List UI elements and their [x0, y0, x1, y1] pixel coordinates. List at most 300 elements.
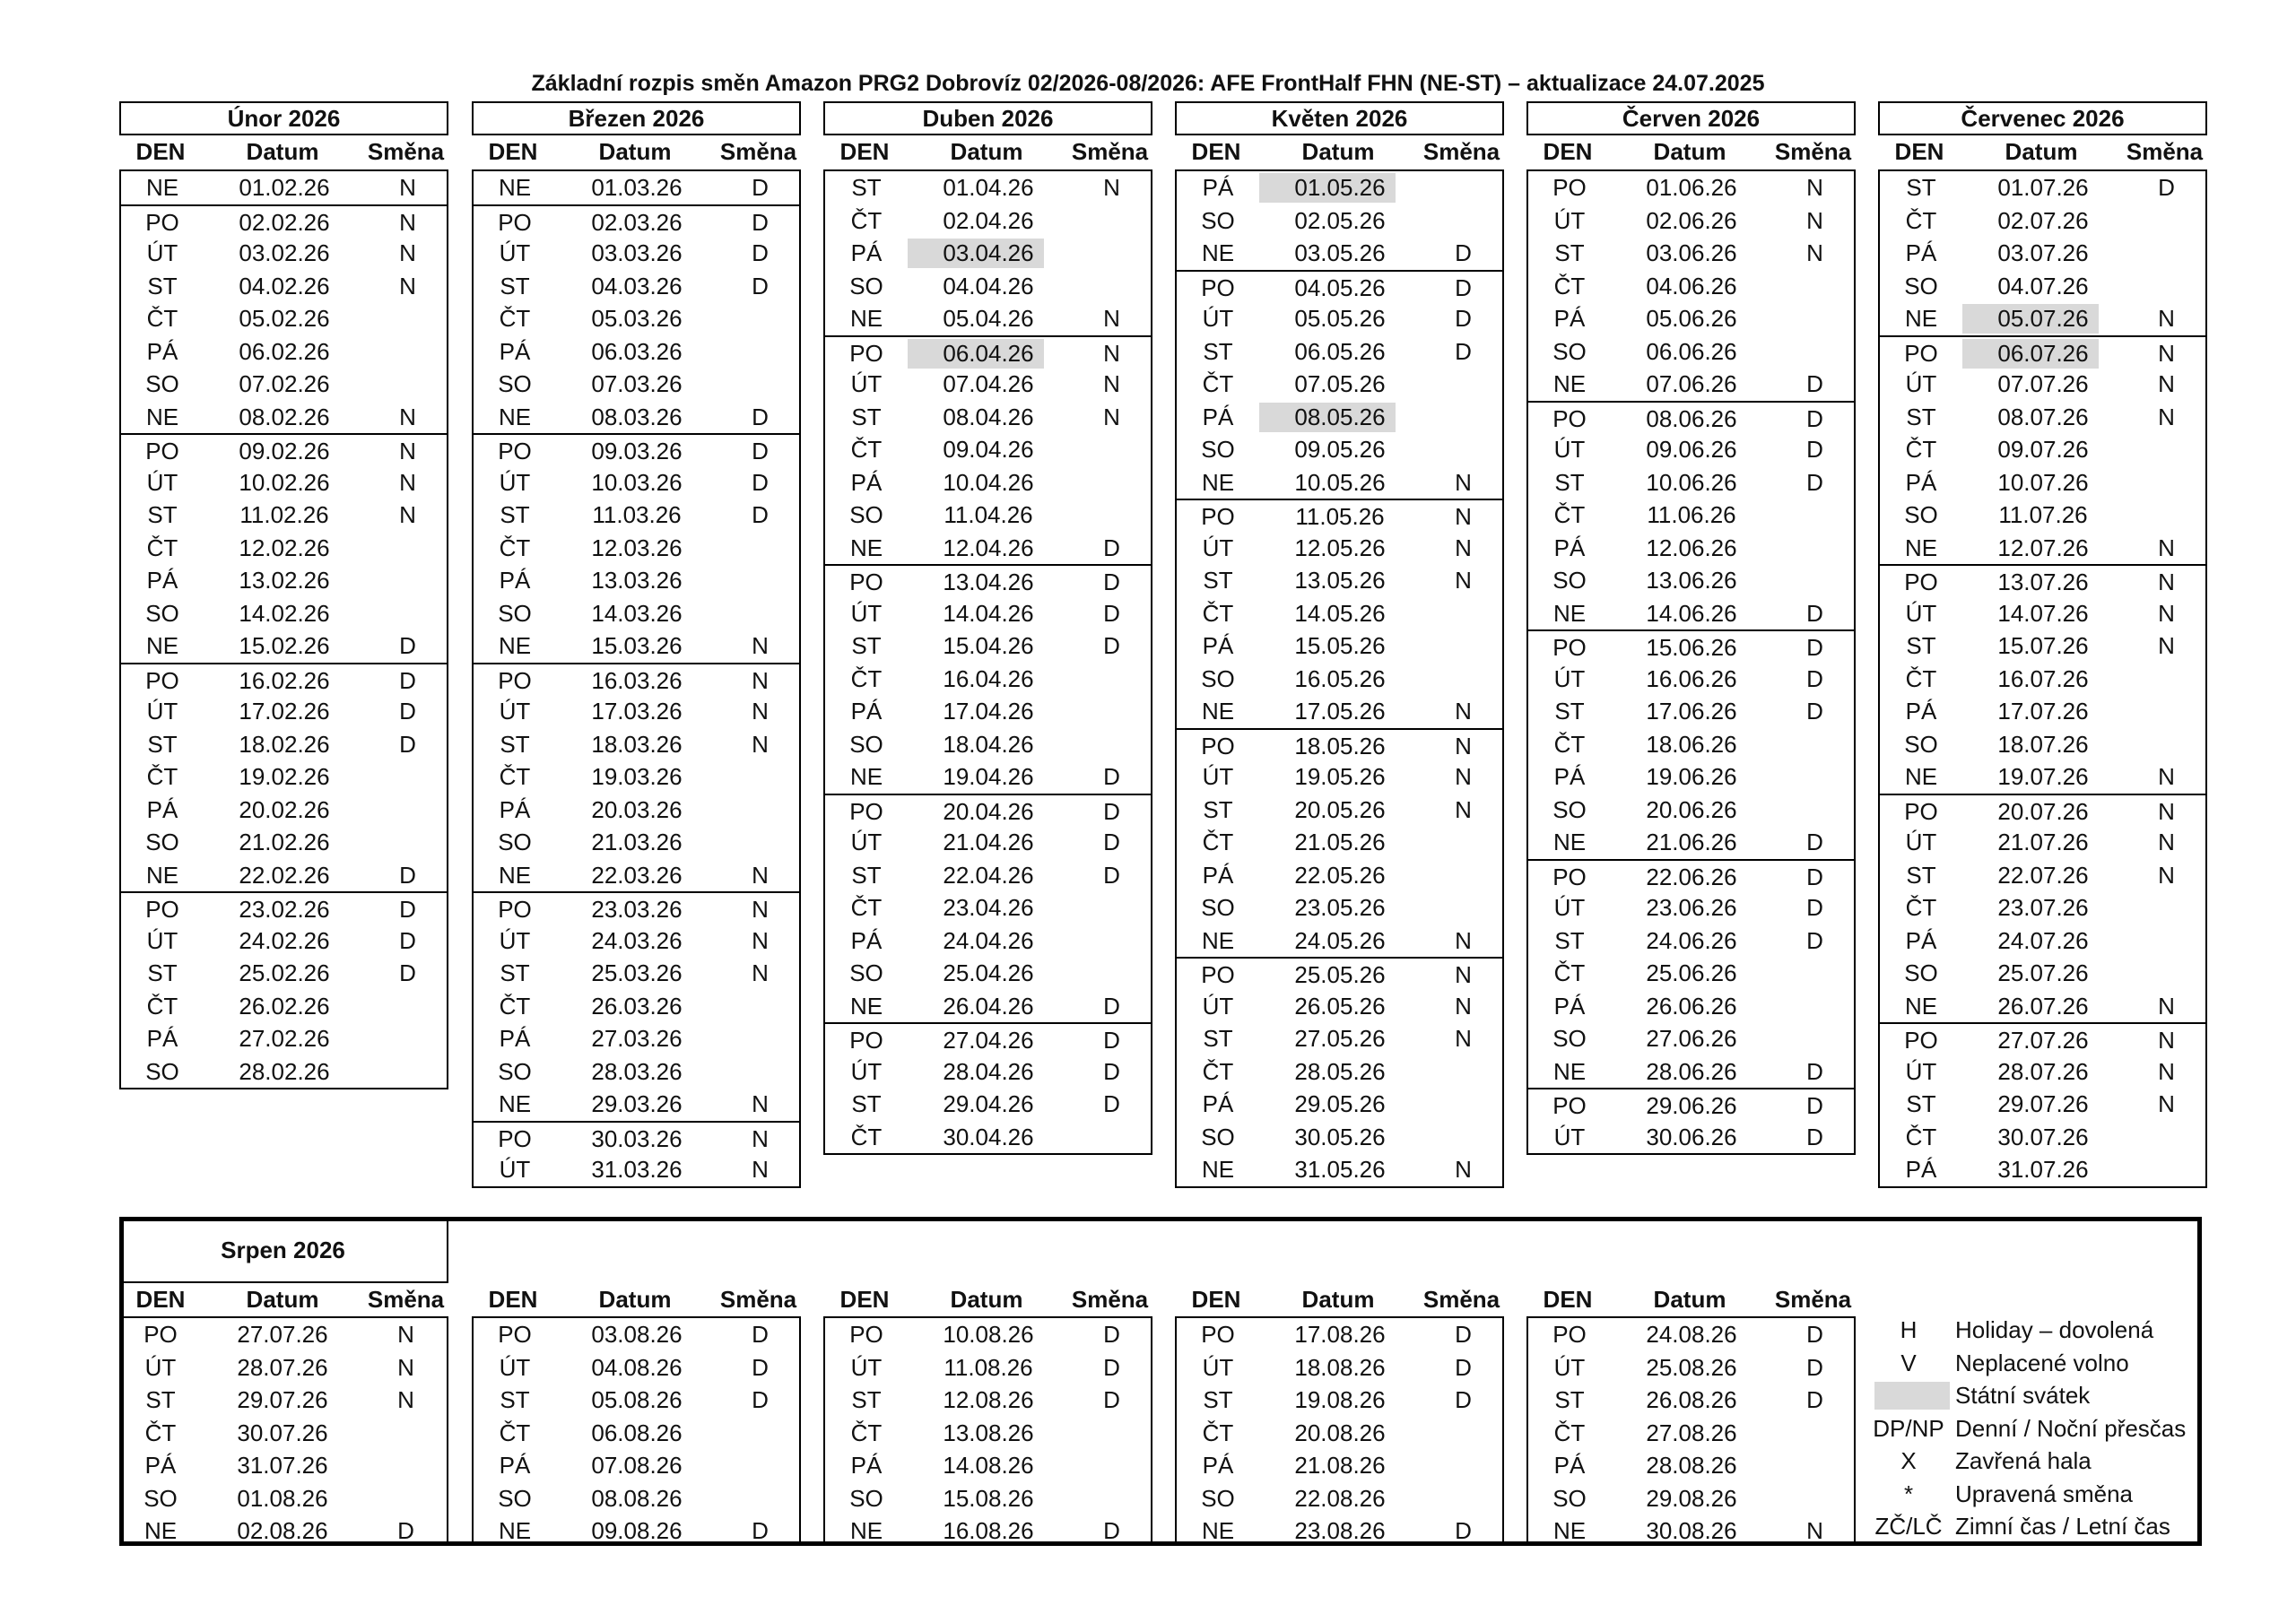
- date-cell: 27.07.26: [1997, 1027, 2089, 1054]
- month-body: [1878, 169, 2207, 1188]
- table-row: [1528, 629, 1854, 663]
- day-cell: ST: [1906, 861, 1936, 889]
- shift-cell: D: [1806, 1321, 1823, 1348]
- date-cell: 22.02.26: [239, 861, 330, 889]
- table-row: [1177, 368, 1502, 401]
- table-row: [121, 466, 447, 499]
- date-cell: 30.05.26: [1294, 1123, 1386, 1150]
- table-row: [825, 564, 1151, 597]
- day-cell: PÁ: [146, 337, 178, 365]
- date-cell: 16.05.26: [1294, 664, 1386, 692]
- day-cell: PO: [1552, 174, 1587, 201]
- table-row: [1880, 663, 2205, 696]
- column-header: [472, 135, 801, 169]
- shift-cell: D: [1806, 436, 1823, 463]
- date-cell: 20.08.26: [1294, 1419, 1386, 1446]
- shift-cell: N: [1455, 795, 1472, 823]
- legend-item: [1866, 1412, 2197, 1445]
- header-smena: Směna: [719, 1286, 797, 1313]
- table-row: [1177, 1384, 1502, 1417]
- column-header: [823, 1283, 1152, 1316]
- date-cell: 01.02.26: [239, 174, 330, 201]
- shift-cell: N: [399, 403, 416, 430]
- table-row: [1177, 1482, 1502, 1515]
- date-cell: 07.04.26: [943, 370, 1034, 397]
- shift-cell: N: [1455, 1025, 1472, 1052]
- table-row: [1528, 532, 1854, 565]
- day-cell: PO: [145, 438, 179, 464]
- date-cell: 21.03.26: [591, 829, 683, 855]
- table-row: [119, 1417, 447, 1450]
- table-row: [1880, 695, 2205, 728]
- shift-cell: N: [1455, 926, 1472, 954]
- day-cell: ÚT: [850, 370, 883, 397]
- day-cell: ČT: [1202, 599, 1234, 627]
- table-row: [1177, 564, 1502, 597]
- column-header: [119, 1283, 448, 1316]
- header-datum: Datum: [246, 1286, 319, 1313]
- day-cell: PÁ: [850, 468, 883, 496]
- date-cell: 06.02.26: [239, 337, 330, 365]
- day-cell: PO: [1201, 503, 1235, 530]
- table-row: [825, 237, 1151, 270]
- table-row: [474, 1022, 799, 1055]
- date-cell: 13.04.26: [943, 568, 1034, 595]
- table-row: [825, 891, 1151, 924]
- day-cell: ČT: [1905, 894, 1937, 921]
- header-smena: Směna: [1422, 138, 1500, 165]
- day-cell: NE: [849, 534, 883, 561]
- date-cell: 06.08.26: [591, 1419, 683, 1446]
- table-row: [1528, 1351, 1854, 1384]
- shift-cell: N: [1455, 732, 1472, 759]
- day-cell: PÁ: [499, 1025, 531, 1052]
- shift-cell: N: [399, 438, 416, 464]
- day-cell: SO: [1201, 206, 1235, 234]
- table-row: [474, 663, 799, 696]
- table-row: [474, 957, 799, 990]
- shift-cell: D: [1455, 1386, 1472, 1413]
- table-row: [474, 1482, 799, 1515]
- date-cell: 04.05.26: [1294, 273, 1386, 301]
- table-row: [474, 466, 799, 499]
- table-row: [474, 859, 799, 892]
- date-cell: 25.05.26: [1294, 961, 1386, 988]
- shift-cell: D: [1103, 829, 1120, 855]
- month-title: Březen 2026: [472, 101, 801, 135]
- day-cell: PÁ: [1202, 403, 1234, 430]
- date-cell: 27.02.26: [239, 1025, 330, 1052]
- day-cell: ČT: [1905, 1123, 1937, 1150]
- table-row: [474, 237, 799, 270]
- table-row: [1528, 1022, 1854, 1055]
- date-cell: 02.02.26: [239, 208, 330, 236]
- table-row: [1880, 728, 2205, 761]
- day-cell: ST: [1203, 567, 1233, 594]
- shift-cell: N: [2158, 1057, 2175, 1085]
- table-row: [825, 859, 1151, 892]
- day-cell: PO: [1201, 961, 1235, 988]
- legend-item: [1866, 1445, 2197, 1478]
- day-cell: ST: [145, 1386, 176, 1413]
- day-cell: ST: [500, 272, 530, 299]
- day-cell: NE: [1904, 305, 1938, 332]
- table-row: [474, 499, 799, 532]
- date-cell: 29.07.26: [1997, 1090, 2089, 1117]
- table-row: [825, 1351, 1151, 1384]
- date-cell: 28.04.26: [943, 1057, 1034, 1085]
- table-row: [1177, 957, 1502, 990]
- table-row: [474, 1088, 799, 1121]
- shift-cell: N: [2158, 403, 2175, 430]
- day-cell: PÁ: [1905, 698, 1937, 725]
- august-week-body: [472, 1316, 801, 1543]
- day-cell: PÁ: [499, 567, 531, 594]
- shift-cell: N: [2158, 568, 2175, 595]
- table-row: [1528, 695, 1854, 728]
- day-cell: ST: [147, 959, 178, 986]
- day-cell: ÚT: [1202, 992, 1234, 1020]
- column-header: [1878, 135, 2207, 169]
- table-row: [1880, 859, 2205, 892]
- day-cell: PÁ: [850, 239, 883, 266]
- day-cell: SO: [849, 730, 883, 758]
- date-cell: 16.07.26: [1997, 664, 2089, 692]
- day-cell: ČT: [146, 992, 178, 1020]
- date-cell: 26.07.26: [1997, 992, 2089, 1020]
- date-cell: 04.07.26: [1997, 272, 2089, 299]
- legend-code: DP/NP: [1873, 1414, 1944, 1442]
- shift-cell: D: [1806, 370, 1823, 397]
- day-cell: ČT: [850, 664, 883, 692]
- day-cell: ÚT: [1202, 534, 1234, 561]
- day-cell: ČT: [499, 763, 531, 790]
- legend-item: [1866, 1478, 2197, 1511]
- table-row: [1177, 1318, 1502, 1351]
- day-cell: SO: [1201, 1123, 1235, 1150]
- day-cell: ČT: [1553, 959, 1586, 986]
- day-cell: ÚT: [1553, 436, 1586, 463]
- day-cell: ČT: [499, 992, 531, 1020]
- day-cell: SO: [849, 272, 883, 299]
- day-cell: PO: [1904, 568, 1938, 595]
- date-cell: 19.06.26: [1646, 763, 1737, 790]
- table-row: [825, 1022, 1151, 1055]
- table-row: [1528, 728, 1854, 761]
- day-cell: ÚT: [1905, 829, 1937, 855]
- table-row: [825, 401, 1151, 434]
- date-cell: 08.02.26: [239, 403, 330, 430]
- day-cell: ČT: [1202, 829, 1234, 855]
- table-row: [1177, 1449, 1502, 1482]
- day-cell: NE: [498, 174, 532, 201]
- table-row: [1528, 924, 1854, 958]
- shift-cell: N: [1455, 534, 1472, 561]
- date-cell: 23.05.26: [1294, 894, 1386, 921]
- date-cell: 04.06.26: [1646, 272, 1737, 299]
- table-row: [825, 171, 1151, 204]
- shift-cell: N: [752, 926, 769, 954]
- day-cell: ČT: [499, 534, 531, 561]
- table-row: [474, 1384, 799, 1417]
- shift-cell: D: [752, 1353, 769, 1381]
- date-cell: 11.03.26: [592, 501, 682, 528]
- month-title-august: Srpen 2026: [119, 1217, 448, 1283]
- date-cell: 06.05.26: [1294, 337, 1386, 365]
- date-cell: 08.07.26: [1997, 403, 2089, 430]
- shift-cell: D: [1806, 1353, 1823, 1381]
- day-cell: SO: [1904, 959, 1938, 986]
- column-header: [823, 135, 1152, 169]
- day-cell: SO: [498, 829, 532, 855]
- day-cell: SO: [1552, 795, 1587, 823]
- day-cell: PÁ: [1553, 534, 1586, 561]
- table-row: [474, 760, 799, 794]
- table-row: [474, 368, 799, 401]
- table-row: [1880, 171, 2205, 204]
- day-cell: ST: [147, 501, 178, 528]
- table-row: [1880, 401, 2205, 434]
- shift-cell: D: [1103, 1090, 1120, 1117]
- shift-cell: N: [1455, 961, 1472, 988]
- shift-cell: D: [399, 666, 416, 694]
- day-cell: NE: [849, 1517, 883, 1544]
- table-row: [121, 826, 447, 859]
- date-cell: 01.06.26: [1646, 174, 1737, 201]
- table-row: [119, 1318, 447, 1351]
- date-cell: 08.04.26: [943, 403, 1034, 430]
- day-cell: ÚT: [499, 1156, 531, 1183]
- day-cell: ÚT: [499, 698, 531, 725]
- date-cell: 14.03.26: [591, 599, 683, 627]
- table-row: [474, 826, 799, 859]
- table-row: [1528, 401, 1854, 434]
- header-datum: Datum: [1653, 1286, 1726, 1313]
- date-cell: 17.02.26: [239, 698, 330, 725]
- shift-cell: D: [1103, 534, 1120, 561]
- day-cell: ČT: [1202, 1057, 1234, 1085]
- day-cell: PÁ: [1905, 926, 1937, 954]
- table-row: [1177, 302, 1502, 335]
- shift-cell: D: [1455, 337, 1472, 365]
- table-row: [121, 302, 447, 335]
- date-cell: 27.04.26: [943, 1027, 1034, 1054]
- table-row: [1880, 794, 2205, 827]
- shift-cell: D: [399, 632, 416, 659]
- day-cell: ÚT: [1905, 370, 1937, 397]
- table-row: [121, 990, 447, 1023]
- date-cell: 20.06.26: [1646, 795, 1737, 823]
- table-row: [825, 499, 1151, 532]
- day-cell: ST: [851, 861, 882, 889]
- shift-cell: N: [752, 1156, 769, 1183]
- table-row: [825, 728, 1151, 761]
- day-cell: SO: [145, 829, 179, 855]
- day-cell: NE: [498, 403, 532, 430]
- shift-cell: D: [1806, 1386, 1823, 1413]
- date-cell: 07.06.26: [1646, 370, 1737, 397]
- shift-cell: N: [397, 1321, 414, 1348]
- day-cell: SO: [1201, 894, 1235, 921]
- date-cell: 21.02.26: [239, 829, 330, 855]
- table-row: [119, 1384, 447, 1417]
- legend-text: Holiday – dovolená: [1955, 1316, 2154, 1343]
- day-cell: PO: [1904, 339, 1938, 367]
- table-row: [119, 1515, 447, 1548]
- day-cell: PÁ: [1202, 1090, 1234, 1117]
- table-row: [1177, 728, 1502, 761]
- header-datum: Datum: [598, 138, 672, 165]
- date-cell: 17.03.26: [591, 698, 683, 725]
- table-row: [119, 1449, 447, 1482]
- day-cell: PO: [849, 1027, 883, 1054]
- column-header: [119, 135, 448, 169]
- day-cell: PO: [498, 666, 532, 694]
- date-cell: 09.04.26: [943, 436, 1034, 463]
- day-cell: PO: [1201, 273, 1235, 301]
- table-row: [474, 270, 799, 303]
- month-body: [472, 169, 801, 1188]
- date-cell: 25.07.26: [1997, 959, 2089, 986]
- shift-cell: N: [1103, 339, 1120, 367]
- table-row: [825, 368, 1151, 401]
- day-cell: SO: [1552, 1484, 1587, 1512]
- date-cell: 24.04.26: [943, 926, 1034, 954]
- table-row: [474, 794, 799, 827]
- page-title: Základní rozpis směn Amazon PRG2 Dobrovíz 02/2026-08/2026: AFE FrontHalf FHN (NE-ST) – aktualizace 24.07.2025: [531, 71, 1765, 96]
- day-cell: SO: [1904, 272, 1938, 299]
- date-cell: 18.07.26: [1997, 730, 2089, 758]
- table-row: [825, 302, 1151, 335]
- date-cell: 12.03.26: [591, 534, 683, 561]
- header-datum: Datum: [950, 1286, 1023, 1313]
- table-row: [1880, 270, 2205, 303]
- date-cell: 14.07.26: [1997, 599, 2089, 627]
- day-cell: SO: [498, 370, 532, 397]
- table-row: [825, 663, 1151, 696]
- shift-cell: N: [1455, 1156, 1472, 1183]
- legend-code: ZČ/LČ: [1874, 1513, 1943, 1540]
- table-row: [474, 171, 799, 204]
- shift-cell: D: [1455, 273, 1472, 301]
- table-row: [474, 204, 799, 238]
- table-row: [1177, 532, 1502, 565]
- day-cell: ST: [851, 632, 882, 659]
- legend-item: [1866, 1510, 2197, 1543]
- header-smena: Směna: [719, 138, 797, 165]
- day-cell: SO: [849, 1484, 883, 1512]
- day-cell: PÁ: [1202, 632, 1234, 659]
- day-cell: ČT: [1905, 206, 1937, 234]
- shift-cell: N: [399, 239, 416, 266]
- date-cell: 03.02.26: [239, 239, 330, 266]
- table-row: [474, 335, 799, 369]
- shift-cell: D: [1103, 1321, 1120, 1348]
- date-cell: 14.06.26: [1646, 599, 1737, 627]
- date-cell: 27.05.26: [1294, 1025, 1386, 1052]
- date-cell: 22.06.26: [1646, 863, 1737, 890]
- date-cell: 15.06.26: [1646, 634, 1737, 661]
- table-row: [825, 957, 1151, 990]
- date-cell: 05.02.26: [239, 305, 330, 332]
- shift-cell: D: [1103, 1386, 1120, 1413]
- table-row: [474, 433, 799, 466]
- table-row: [1177, 859, 1502, 892]
- day-cell: PÁ: [146, 1025, 178, 1052]
- date-cell: 25.03.26: [591, 959, 683, 986]
- shift-cell: D: [1103, 1517, 1120, 1544]
- date-cell: 09.07.26: [1997, 436, 2089, 463]
- shift-cell: N: [399, 501, 416, 528]
- date-cell: 18.06.26: [1646, 730, 1737, 758]
- table-row: [1880, 499, 2205, 532]
- date-cell: 04.02.26: [239, 272, 330, 299]
- day-cell: ČT: [850, 1123, 883, 1150]
- shift-cell: N: [752, 896, 769, 923]
- table-row: [825, 204, 1151, 238]
- date-cell: 20.03.26: [591, 795, 683, 823]
- table-row: [1880, 1055, 2205, 1089]
- date-cell: 18.03.26: [591, 730, 683, 758]
- date-cell: 27.08.26: [1646, 1419, 1737, 1446]
- shift-cell: D: [752, 1386, 769, 1413]
- date-cell: 19.05.26: [1294, 763, 1386, 790]
- month-body: [823, 169, 1152, 1155]
- header-smena: Směna: [1071, 138, 1149, 165]
- day-cell: NE: [1904, 763, 1938, 790]
- day-cell: ST: [1203, 1386, 1233, 1413]
- date-cell: 20.07.26: [1997, 797, 2089, 825]
- table-row: [1528, 597, 1854, 630]
- date-cell: 26.03.26: [591, 992, 683, 1020]
- shift-cell: N: [399, 272, 416, 299]
- shift-cell: D: [1806, 698, 1823, 725]
- table-row: [1880, 957, 2205, 990]
- day-cell: PÁ: [1553, 305, 1586, 332]
- table-row: [121, 335, 447, 369]
- date-cell: 07.07.26: [1997, 370, 2089, 397]
- date-cell: 05.08.26: [591, 1386, 683, 1413]
- table-row: [121, 597, 447, 630]
- day-cell: ÚT: [146, 926, 178, 954]
- day-cell: ST: [147, 730, 178, 758]
- shift-cell: N: [1455, 567, 1472, 594]
- header-smena: Směna: [367, 138, 445, 165]
- table-row: [825, 466, 1151, 499]
- shift-cell: N: [2158, 797, 2175, 825]
- day-cell: SO: [1201, 436, 1235, 463]
- day-cell: ST: [1554, 926, 1585, 954]
- shift-cell: N: [2158, 861, 2175, 889]
- header-den: DEN: [488, 138, 538, 165]
- date-cell: 12.07.26: [1997, 534, 2089, 561]
- august-week-body: [1175, 1316, 1504, 1543]
- shift-cell: D: [1806, 1092, 1823, 1119]
- date-cell: 30.03.26: [591, 1124, 683, 1152]
- shift-cell: D: [1103, 797, 1120, 825]
- day-cell: PÁ: [1553, 763, 1586, 790]
- table-row: [1528, 237, 1854, 270]
- shift-cell: D: [752, 272, 769, 299]
- table-row: [1177, 1417, 1502, 1450]
- day-cell: NE: [498, 1517, 532, 1544]
- table-row: [1880, 335, 2205, 369]
- shift-cell: N: [2158, 370, 2175, 397]
- table-row: [1880, 629, 2205, 663]
- date-cell: 22.07.26: [1997, 861, 2089, 889]
- day-cell: ÚT: [146, 468, 178, 496]
- day-cell: ÚT: [850, 1057, 883, 1085]
